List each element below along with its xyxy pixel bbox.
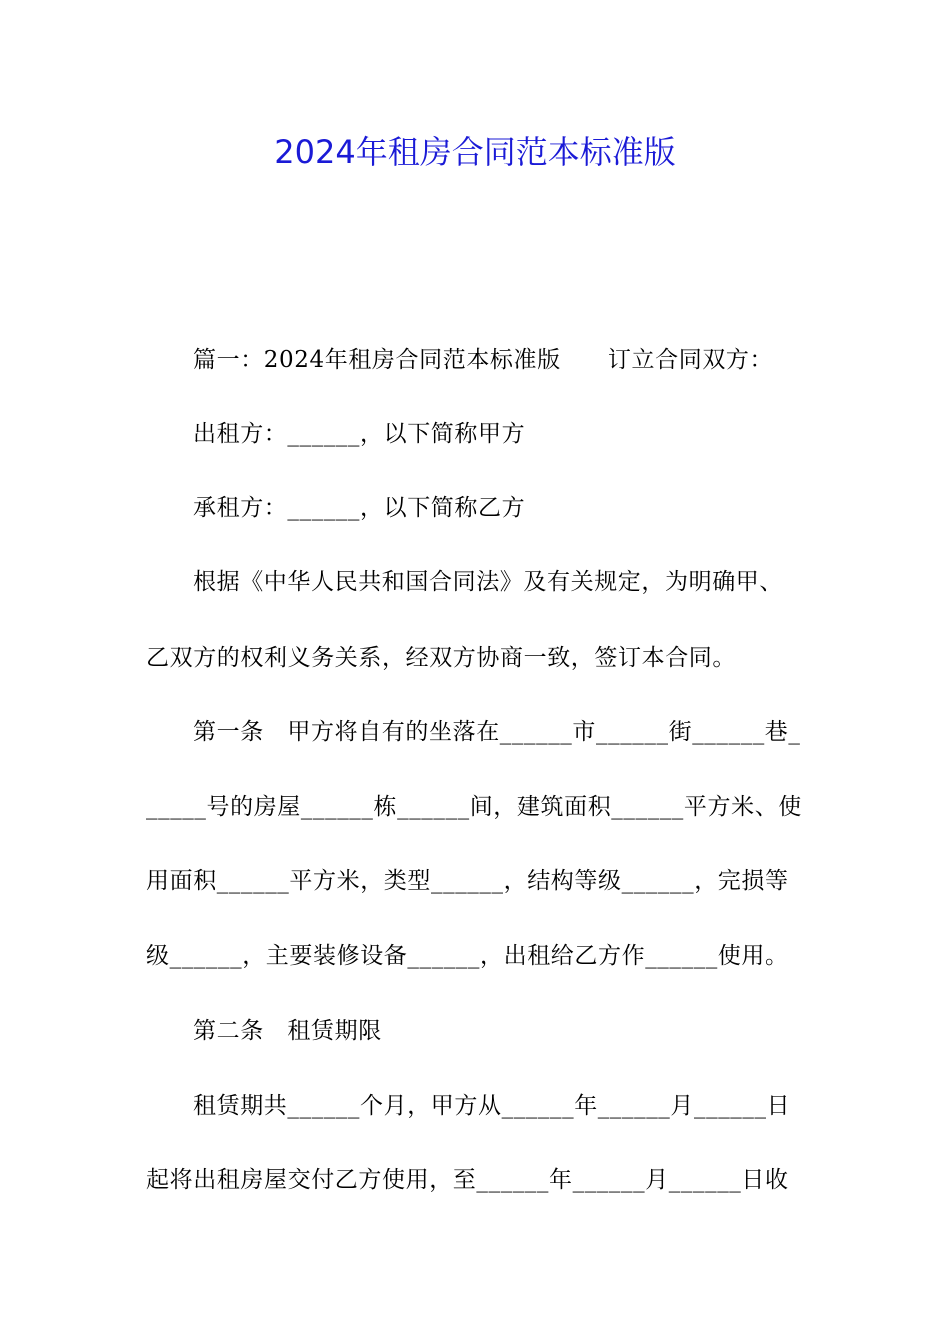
paragraph-line: 起将出租房屋交付乙方使用，至______年______月______日收 [146, 1167, 789, 1193]
paragraph-line: 出租方：______，以下简称甲方 [193, 421, 526, 447]
document-title: 2024年租房合同范本标准版 [274, 133, 676, 171]
paragraph-line: 租赁期共______个月，甲方从______年______月______日 [193, 1093, 791, 1119]
paragraph-line: 第二条 租赁期限 [193, 1018, 382, 1044]
paragraph-line: 根据《中华人民共和国合同法》及有关规定，为明确甲、 [193, 569, 783, 595]
paragraph-line: 第一条 甲方将自有的坐落在______市______街______巷_ [193, 719, 801, 745]
paragraph-line: 承租方：______，以下简称乙方 [193, 495, 526, 521]
paragraph-line: 用面积______平方米，类型______，结构等级______，完损等 [146, 868, 789, 894]
paragraph-line: 篇一：2024年租房合同范本标准版 订立合同双方： [193, 347, 774, 373]
paragraph-line: 级______，主要装修设备______，出租给乙方作______使用。 [146, 943, 789, 969]
paragraph-line: 乙双方的权利义务关系，经双方协商一致，签订本合同。 [146, 645, 736, 671]
paragraph-line: _____号的房屋______栋______间，建筑面积______平方米、使 [146, 794, 802, 820]
